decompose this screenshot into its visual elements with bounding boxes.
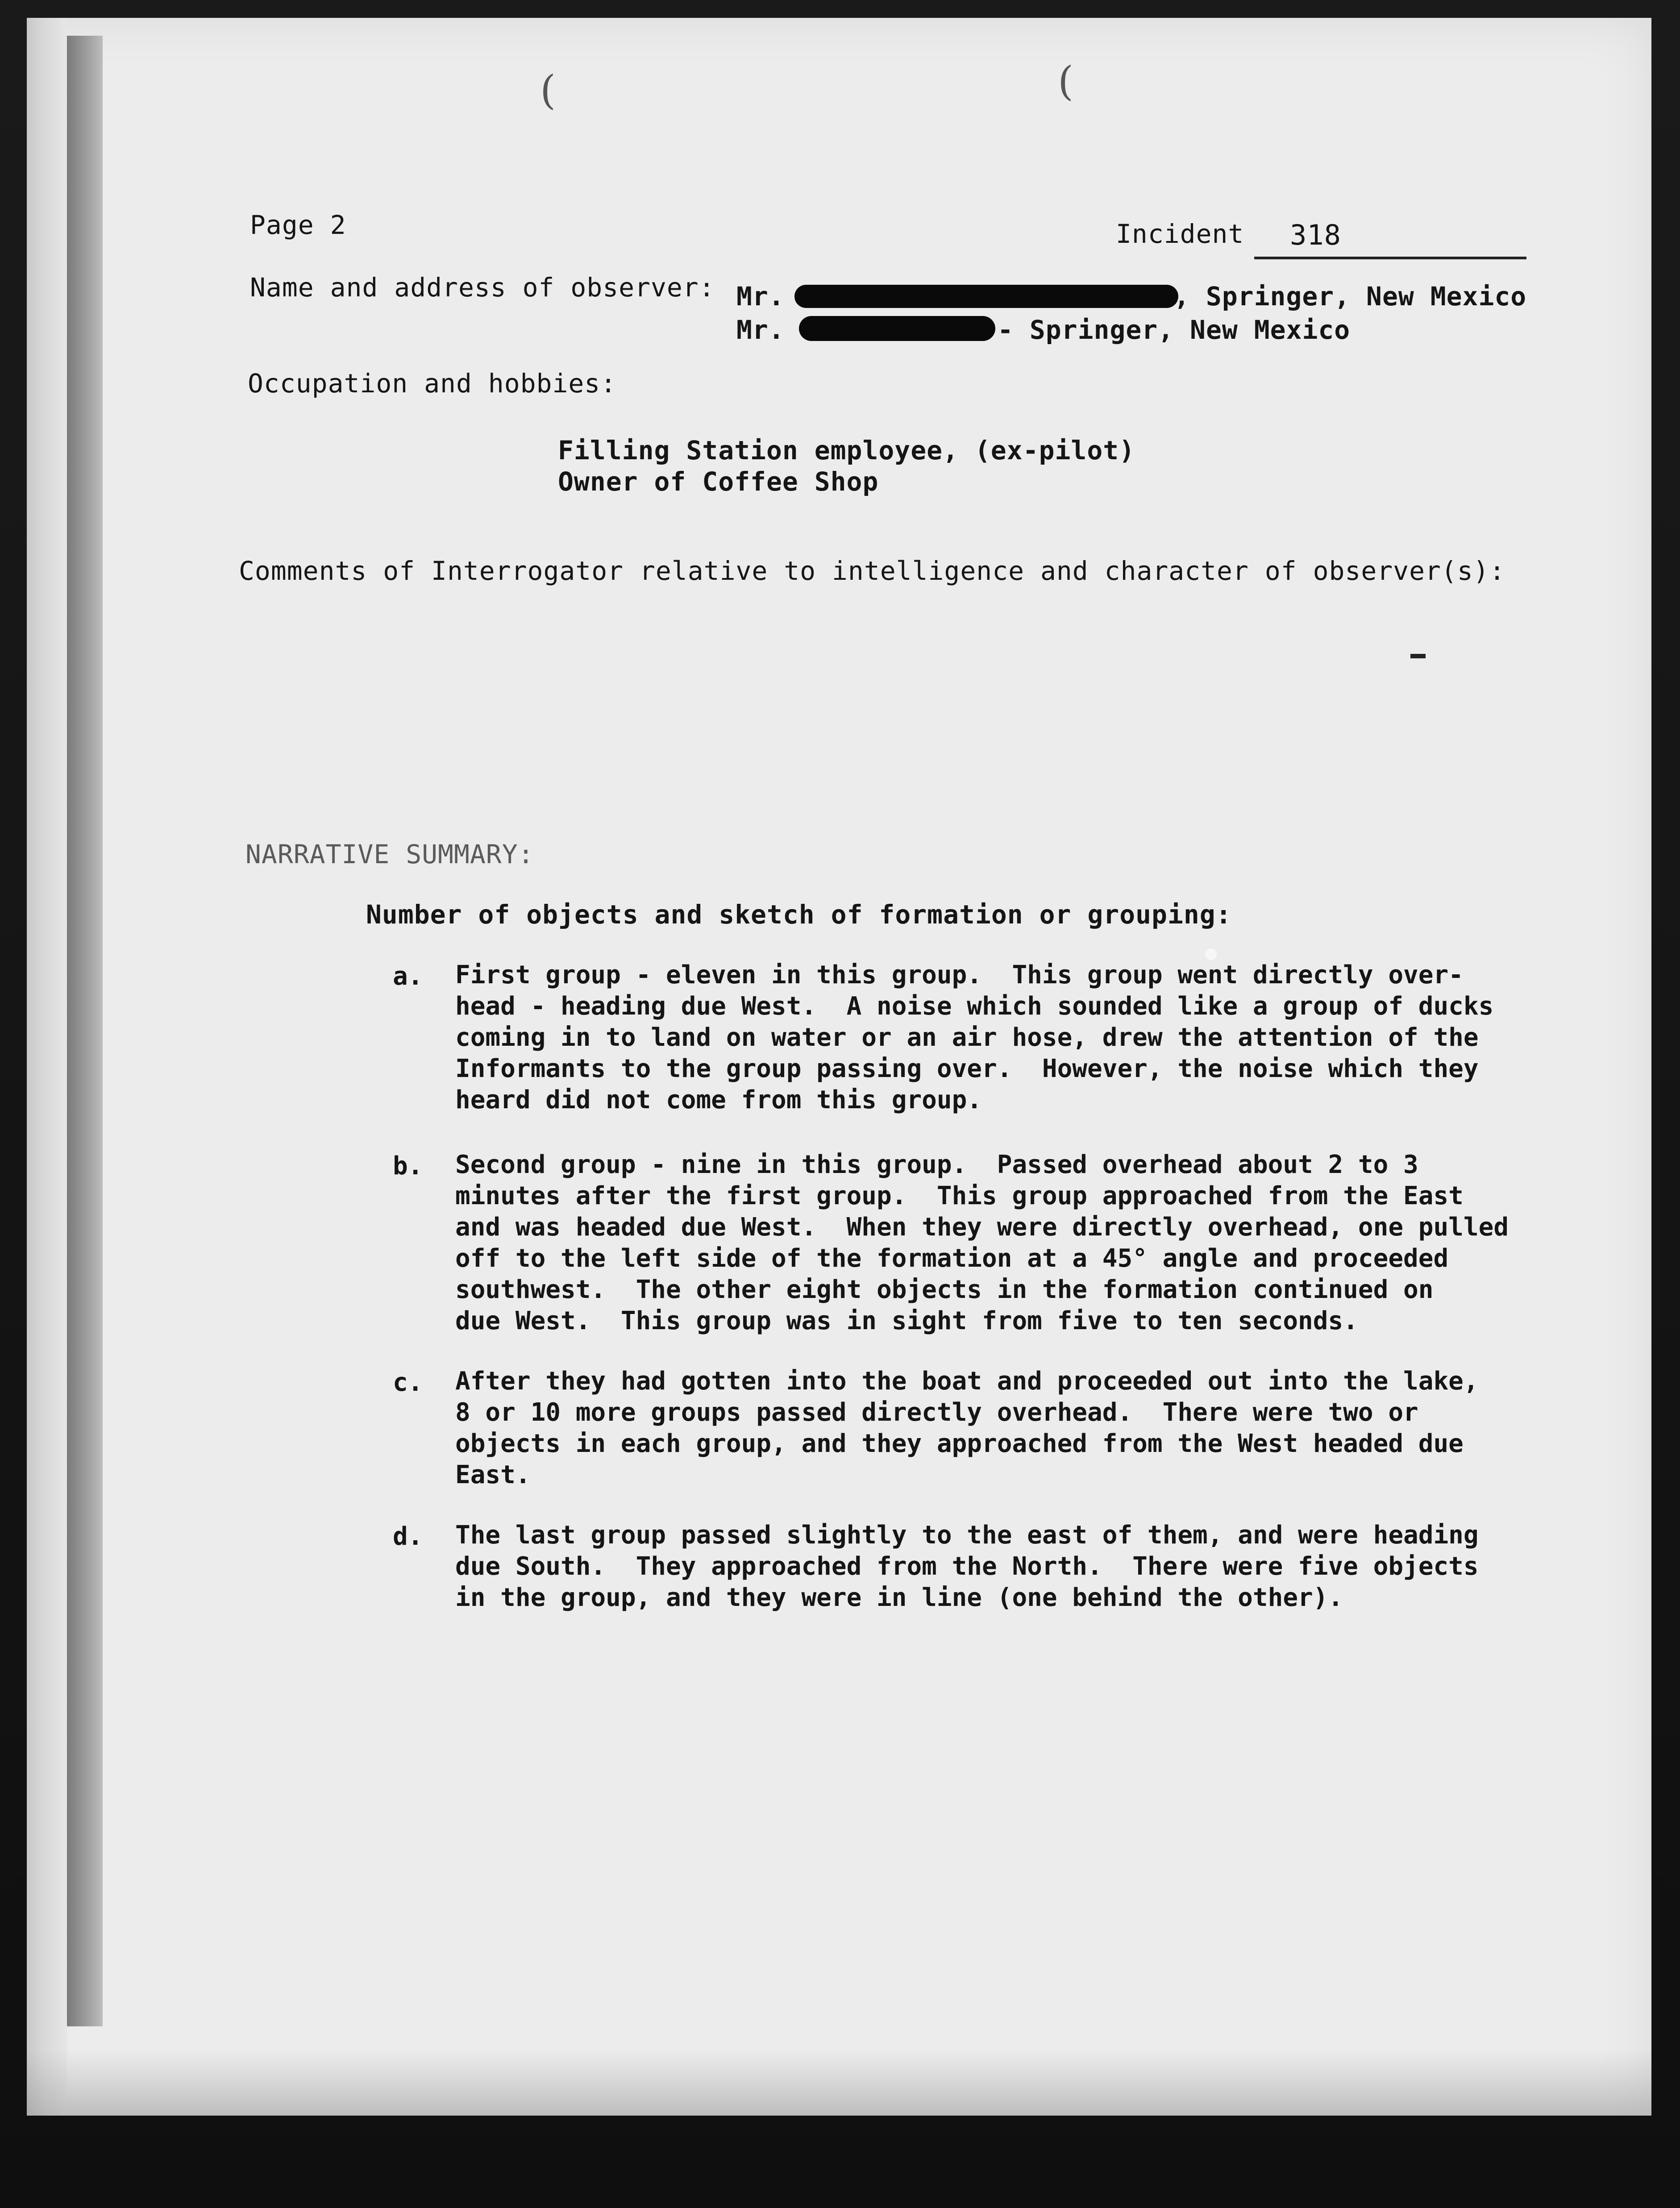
redaction-bar bbox=[794, 285, 1178, 308]
occupation-line-2: Owner of Coffee Shop bbox=[558, 466, 879, 497]
item-line: First group - eleven in this group. This group went directly over- bbox=[455, 961, 1464, 990]
item-line: 8 or 10 more groups passed directly overhead. There were two or bbox=[455, 1398, 1418, 1427]
narrative-subheading: Number of objects and sketch of formation or grouping: bbox=[366, 899, 1232, 930]
page-shadow-strip bbox=[67, 36, 103, 2026]
item-line: coming in to land on water or an air hose, drew the attention of the bbox=[455, 1023, 1479, 1052]
item-line: minutes after the first group. This group approached from the East bbox=[455, 1181, 1464, 1210]
occupation-label: Occupation and hobbies: bbox=[248, 368, 617, 399]
item-line: in the group, and they were in line (one behind the other). bbox=[455, 1583, 1343, 1612]
list-item bbox=[455, 1520, 1571, 1613]
item-line: southwest. The other eight objects in the formation continued on bbox=[455, 1275, 1434, 1304]
item-line: The last group passed slightly to the east of them, and were heading bbox=[455, 1521, 1479, 1550]
comments-label: Comments of Interrogator relative to intelligence and character of observer(s): bbox=[239, 556, 1505, 586]
incident-underline bbox=[1254, 257, 1526, 259]
observer-2-prefix: Mr. bbox=[736, 315, 785, 345]
item-label: a. bbox=[393, 962, 423, 991]
list-item bbox=[455, 960, 1571, 1116]
observer-2-address: - Springer, New Mexico bbox=[998, 315, 1351, 345]
observer-1-prefix: Mr. bbox=[736, 281, 785, 312]
item-line: due West. This group was in sight from five to ten seconds. bbox=[455, 1306, 1358, 1335]
item-line: head - heading due West. A noise which sounded like a group of ducks bbox=[455, 992, 1494, 1021]
paren-mark: ( bbox=[540, 67, 556, 114]
occupation-line-1: Filling Station employee, (ex-pilot) bbox=[558, 435, 1135, 466]
paren-mark: ( bbox=[1058, 58, 1074, 105]
item-line: and was headed due West. When they were directly overhead, one pulled bbox=[455, 1213, 1509, 1242]
item-line: off to the left side of the formation at a 45° angle and proceeded bbox=[455, 1244, 1449, 1273]
list-item bbox=[455, 1366, 1571, 1491]
item-line: Informants to the group passing over. However, the noise which they bbox=[455, 1054, 1479, 1083]
item-line: objects in each group, and they approached from the West headed due bbox=[455, 1429, 1464, 1458]
item-label: c. bbox=[393, 1368, 423, 1397]
stray-mark bbox=[1410, 654, 1426, 658]
narrative-heading: NARRATIVE SUMMARY: bbox=[245, 839, 534, 869]
item-line: East. bbox=[455, 1460, 531, 1489]
item-line: After they had gotten into the boat and proceeded out into the lake, bbox=[455, 1367, 1479, 1396]
item-line: heard did not come from this group. bbox=[455, 1085, 982, 1114]
item-label: d. bbox=[393, 1522, 423, 1551]
list-item bbox=[455, 1149, 1571, 1337]
item-line: Second group - nine in this group. Passed overhead about 2 to 3 bbox=[455, 1150, 1418, 1179]
item-label: b. bbox=[393, 1152, 423, 1181]
observer-1-address: , Springer, New Mexico bbox=[1174, 281, 1527, 312]
page-edge bbox=[27, 18, 67, 2116]
light-spot bbox=[1205, 948, 1217, 960]
item-line: due South. They approached from the North. There were five objects bbox=[455, 1552, 1479, 1581]
page-bottom-shade bbox=[27, 2049, 1651, 2116]
observer-label: Name and address of observer: bbox=[250, 272, 715, 303]
redaction-bar bbox=[799, 316, 995, 341]
incident-number: 318 bbox=[1290, 219, 1341, 251]
incident-label: Incident bbox=[1116, 219, 1244, 249]
page-number: Page 2 bbox=[250, 210, 346, 240]
